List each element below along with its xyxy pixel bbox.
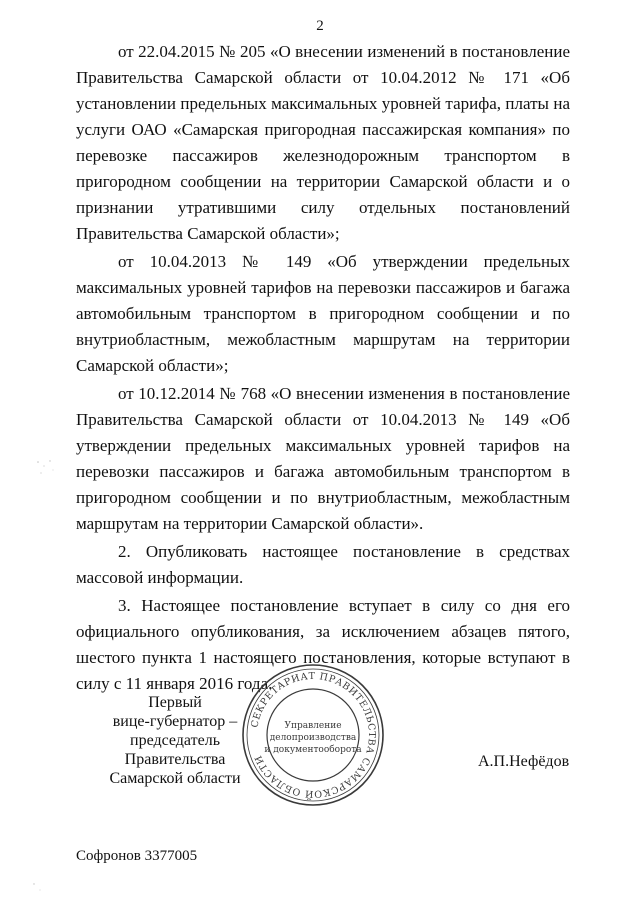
- paragraph-item-2: 2. Опубликовать настоящее постановление в средствах массовой информации.: [76, 542, 570, 587]
- paragraph-resolution-205: от 22.04.2015 № 205 «О внесении изменений в постановление Правительства Самарской области от 10.04.2012 № 171 «Об установлении предельных максимальных уровней тарифа, платы на услуги ОАО «Самарская пригородная пассажирская компания» по перевозке пассажиров железнодорожным транспортом в пригородном сообщении на территории Самарской области и о признании утратившими силу отдельных постановлений Правительства Самарской области»;: [76, 42, 570, 243]
- signatory-title-line: вице-губернатор –: [112, 713, 238, 730]
- signatory-title-line: Самарской области: [109, 770, 241, 787]
- stamp-inner-line: и документооборота: [264, 745, 362, 755]
- signatory-name: А.П.Нефёдов: [478, 753, 570, 770]
- official-seal-stamp: [238, 660, 388, 810]
- document-body: [76, 39, 570, 697]
- stamp-inner-line: Управление: [284, 721, 342, 731]
- paragraph-item-3: 3. Настоящее постановление вступает в силу со дня его официального опубликования, за исключением абзацев пятого, шестого пункта 1 настоящего постановления, которые вступают в силу с 11 января 2016 года.: [76, 596, 570, 693]
- executor-footer: Софронов 3377005: [76, 848, 198, 864]
- stamp-ring-text: СЕКРЕТАРИАТ ПРАВИТЕЛЬСТВА САМАРСКОЙ ОБЛАСТИ: [249, 670, 378, 800]
- paragraph-resolution-149: от 10.04.2013 № 149 «Об утверждении предельных максимальных уровней тарифов на перевозки пассажиров и багажа автомобильным транспортом в пригородном сообщении и по внутриобластным, межобластным маршрутам на территории Самарской области»;: [76, 252, 570, 375]
- page-number: 2: [316, 18, 324, 34]
- signatory-title-line: Первый: [148, 694, 202, 711]
- paragraph-resolution-768: от 10.12.2014 № 768 «О внесении изменения в постановление Правительства Самарской области от 10.04.2013 № 149 «Об утверждении предельных максимальных уровней тарифов на перевозки пассажиров и багажа автомобильным транспортом в пригородном сообщении и по внутриобластным, межобластным маршрутам на территории Самарской области».: [76, 384, 570, 533]
- signatory-title-line: председатель Правительства: [124, 732, 226, 768]
- stamp-inner-line: делопроизводства: [269, 733, 357, 743]
